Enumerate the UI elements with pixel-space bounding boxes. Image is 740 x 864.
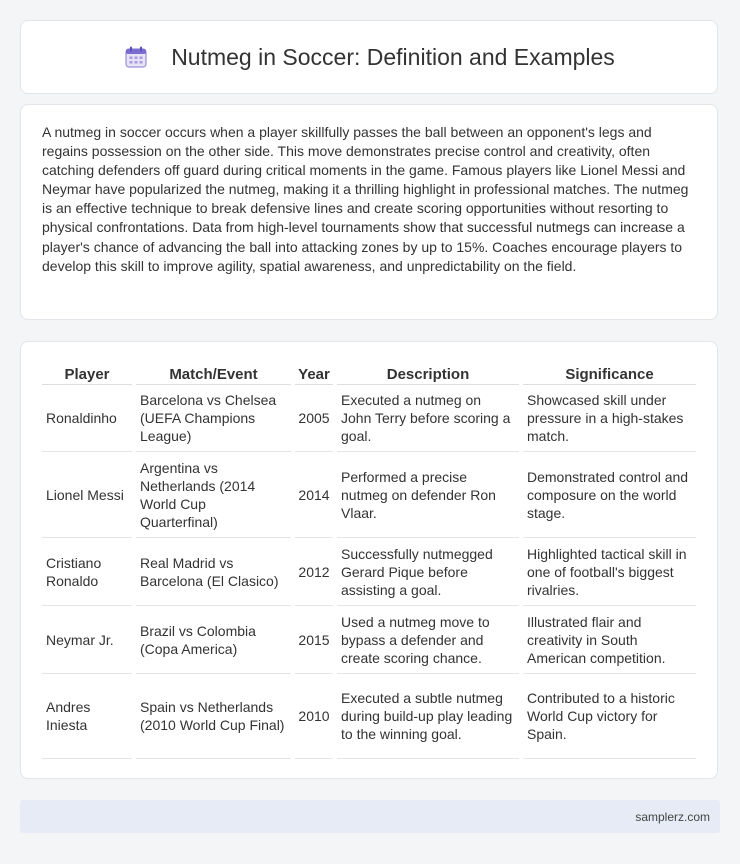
table-row [42,674,696,759]
cell-match-event: Argentina vs Netherlands (2014 World Cup Quarterfinal) [136,452,291,538]
cell-description: Used a nutmeg move to bypass a defender and create scoring chance. [337,606,519,674]
table-header-row [42,362,696,385]
cell-match-event: Brazil vs Colombia (Copa America) [136,606,291,674]
table-card [20,341,718,779]
header-match-event: Match/Event [136,362,291,385]
cell-description: Executed a subtle nutmeg during build-up play leading to the winning goal. [337,674,519,759]
cell-year: 2015 [295,606,333,674]
cell-significance: Demonstrated control and composure on the world stage. [523,452,696,538]
cell-match-event: Spain vs Netherlands (2010 World Cup Final) [136,674,291,759]
table-row [42,538,696,606]
title-card [20,20,718,94]
table-row [42,606,696,674]
footer-site-link[interactable]: samplerz.com [635,809,710,824]
cell-description: Executed a nutmeg on John Terry before scoring a goal. [337,385,519,452]
cell-year: 2005 [295,385,333,452]
cell-significance: Illustrated flair and creativity in South American competition. [523,606,696,674]
header-significance: Significance [523,362,696,385]
cell-player: Cristiano Ronaldo [42,538,132,606]
cell-description: Performed a precise nutmeg on defender Ron Vlaar. [337,452,519,538]
cell-significance: Highlighted tactical skill in one of football's biggest rivalries. [523,538,696,606]
cell-significance: Showcased skill under pressure in a high-stakes match. [523,385,696,452]
cell-match-event: Real Madrid vs Barcelona (El Clasico) [136,538,291,606]
header-description: Description [337,362,519,385]
intro-card [20,104,718,320]
header-year: Year [295,362,333,385]
page-title: Nutmeg in Soccer: Definition and Examples [171,43,615,70]
cell-player: Andres Iniesta [42,674,132,759]
cell-player: Neymar Jr. [42,606,132,674]
cell-match-event: Barcelona vs Chelsea (UEFA Champions League) [136,385,291,452]
intro-paragraph: A nutmeg in soccer occurs when a player skillfully passes the ball between an opponent's legs and regains possession on the other side. This move demonstrates precise control and creativity, often catching defenders off guard during critical moments in the game. Famous players like Lionel Messi and Neymar have popularized the nutmeg, making it a thrilling highlight in professional matches. The nutmeg is an effective technique to break defensive lines and create scoring opportunities without resorting to physical confrontations. Data from high-level tournaments show that successful nutmegs can increase a player's chance of advancing the ball into attacking zones by up to 15%. Coaches encourage players to develop this skill to improve agility, spatial awareness, and unpredictability on the field. [42,124,689,274]
cell-year: 2012 [295,538,333,606]
table-row [42,452,696,538]
cell-player: Ronaldinho [42,385,132,452]
footer [20,800,720,833]
cell-significance: Contributed to a historic World Cup victory for Spain. [523,674,696,759]
header-player: Player [42,362,132,385]
examples-table [38,362,700,759]
cell-year: 2010 [295,674,333,759]
cell-year: 2014 [295,452,333,538]
cell-description: Successfully nutmegged Gerard Pique before assisting a goal. [337,538,519,606]
calendar-icon [123,44,149,70]
table-row [42,385,696,452]
cell-player: Lionel Messi [42,452,132,538]
